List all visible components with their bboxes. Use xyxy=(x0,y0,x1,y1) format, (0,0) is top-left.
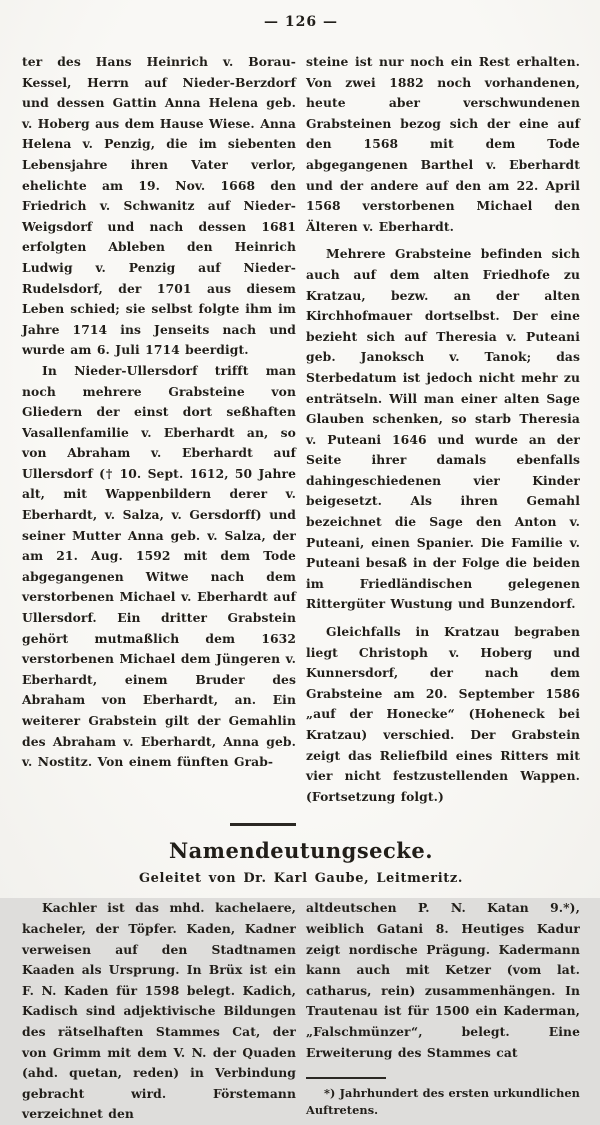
paragraph: Gleichfalls in Kratzau begraben liegt Christoph v. Hoberg und Kunnersdorf, der nach dem Grabsteine am 20. September 1586 „auf der Honecke“ (Hoheneck bei Kratzau) verschied. Der Grabstein zeigt das Reliefbild eines Ritters mit vier nicht festzustellenden Wappen. (Fortsetzung folgt.) xyxy=(306,624,580,804)
footnote-block xyxy=(306,1077,580,1118)
footnote-text: *) Jahrhundert des ersten urkundlichen Auftretens. xyxy=(306,1086,580,1117)
paragraph: steine ist nur noch ein Rest erhalten. Von zwei 1882 noch vorhandenen, heute aber verschwundenen Grabsteinen bezog sich der eine auf den 1568 mit dem Tode abgegangenen Barthel v. Eberhardt und der andere auf den am 22. April 1568 verstorbenen Michael den Älteren v. Eberhardt. xyxy=(306,54,580,234)
namendeutung-article xyxy=(22,838,580,1125)
paragraph: Kachler ist das mhd. kachelaere, kacheler, der Töpfer. Kaden, Kadner verweisen auf den Stadtnamen Kaaden als Ursprung. In Brüx ist ein F. N. Kaden für 1598 belegt. Kadich, Kadisch sind adjektivische Bildungen des rätselhaften Stammes Cat, der von Grimm mit dem V. N. der Quaden (ahd. quetan, reden) in Verbindung gebracht wird. Förstemann verzeichnet den xyxy=(22,900,296,1122)
grabsteine-right-column xyxy=(306,52,580,807)
page-number: — 126 — xyxy=(264,14,338,30)
grabsteine-left-column xyxy=(22,52,296,807)
grabsteine-article xyxy=(22,52,580,807)
namendeutung-left-column xyxy=(22,898,296,1125)
paragraph: In Nieder-Ullersdorf trifft man noch mehrere Grabsteine von Gliedern der einst dort seßhaften Vasallenfamilie v. Eberhardt an, so von Abraham v. Eberhardt auf Ullersdorf († 10. Sept. 1612, 50 Jahre alt, mit Wappenbildern derer v. Eberhardt, v. Salza, v. Gersdorff) und seiner Mutter Anna geb. v. Salza, der am 21. Aug. 1592 mit dem Tode abgegangenen Witwe nach dem verstorbenen Michael v. Eberhardt auf Ullersdorf. Ein dritter Grabstein gehört mutmaßlich dem 1632 verstorbenen Michael dem Jüngeren v. Eberhardt, einem Bruder des Abraham von Eberhardt, an. Ein weiterer Grabstein gilt der Gemahlin des Abraham v. Eberhardt, Anna geb. v. Nostitz. Von einem fünften Grab- xyxy=(22,362,296,770)
paragraph: ter des Hans Heinrich v. Borau-Kessel, Herrn auf Nieder-Berzdorf und dessen Gattin Anna Helena geb. v. Hoberg aus dem Hause Wiese. Anna Helena v. Penzig, die im siebenten Lebensjahre ihren Vater verlor, ehelichte am 19. Nov. 1668 den Friedrich v. Schwanitz auf Nieder-Weigsdorf und nach dessen 1681 erfolgten Ableben den Heinrich Ludwig v. Penzig auf Nieder-Rudelsdorf, der 1701 aus diesem Leben schied; sie selbst folgte ihm im Jahre 1714 ins Jenseits nach und wurde am 6. Juli 1714 beerdigt. xyxy=(22,54,296,358)
section-title: Namendeutungsecke. xyxy=(168,838,434,864)
section-byline: Geleitet von Dr. Karl Gaube, Leitmeritz. xyxy=(138,871,464,887)
namendeutung-right-column xyxy=(306,898,580,1125)
paragraph: altdeutschen P. N. Katan 9.*), weiblich Gatani 8. Heutiges Kadur zeigt nordische Prägung. Kadermann kann auch mit Ketzer (vom lat. catharus, rein) zusammenhängen. In Trautenau ist für 1500 ein Kaderman, „Falschmünzer“, belegt. Eine Erweiterung des Stammes cat xyxy=(306,900,580,1060)
footnote-rule xyxy=(306,1077,386,1079)
paragraph: Mehrere Grabsteine befinden sich auch auf dem alten Friedhofe zu Kratzau, bezw. an der alten Kirchhofmauer dortselbst. Der eine bezieht sich auf Theresia v. Puteani geb. Janoksch v. Tanok; das Sterbedatum ist jedoch nicht mehr zu enträtseln. Will man einer alten Sage Glauben schenken, so starb Theresia v. Puteani 1646 und wurde an der Seite ihrer damals ebenfalls dahingeschiedenen vier Kinder beigesetzt. Als ihren Gemahl bezeichnet die Sage den Anton v. Puteani, einen Spanier. Die Familie v. Puteani besaß in der Folge die beiden im Friedländischen gelegenen Rittergüter Wustung und Bunzendorf. xyxy=(306,246,580,612)
section-divider-rule xyxy=(230,823,296,826)
